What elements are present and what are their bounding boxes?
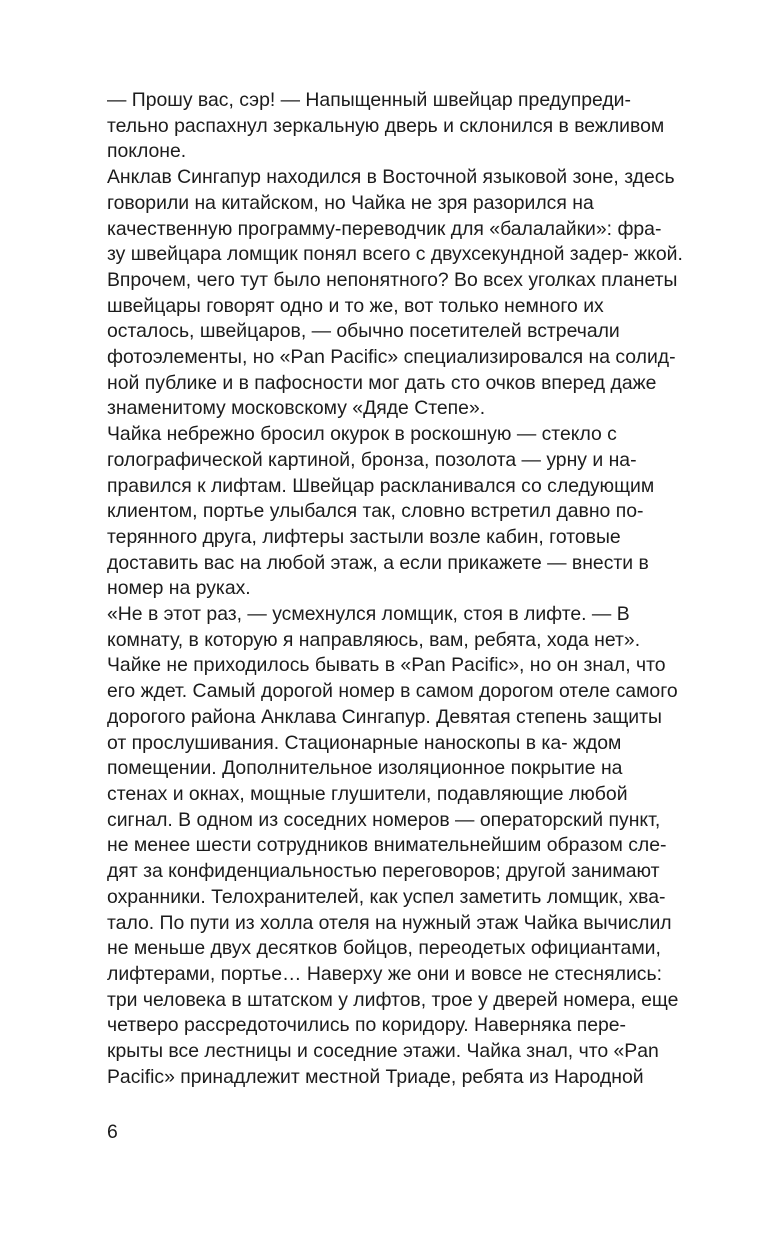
text-line: на стенах и окнах, мощные глушители, подавляющие любой xyxy=(107,757,628,805)
text-line: В комнату, в которую я направляюсь, вам, ребята, хода нет». xyxy=(107,603,641,651)
text-line: здесь говорили на китайском, но Чайка не зря разорился на xyxy=(107,166,675,214)
text-line: охранники. Телохранителей, как успел заметить ломщик, хва- xyxy=(107,885,666,908)
text-line: еще четверо рассредоточились по коридору. Наверняка пере- xyxy=(107,988,679,1037)
text-line: жкой. Впрочем, чего тут было непонятного? Во всех уголках xyxy=(107,243,683,291)
text-line: лифтерами, портье… Наверху же они и вовсе не стеснялись: xyxy=(107,962,662,985)
text-line: дят за конфиденциальностью переговоров; другой занимают xyxy=(107,860,660,883)
text-line: правился к лифтам. Швейцар раскланивался со следующим xyxy=(107,474,655,497)
text-line: доставить вас на любой этаж, а если прикажете — внести xyxy=(107,551,634,574)
text-line: ной публике и в пафосности мог дать сто очков вперед даже xyxy=(107,371,657,394)
body-text xyxy=(107,88,685,1090)
text-line: зу швейцара ломщик понял всего с двухсекундной задер- xyxy=(107,243,629,266)
text-line: качественную программу-переводчик для «балалайки»: фра- xyxy=(107,217,662,240)
text-line: Pacific» принадлежит местной Триаде, ребята из Народной xyxy=(107,1065,644,1088)
text-line: — Прошу вас, сэр! — Напыщенный швейцар предупреди- xyxy=(107,89,631,111)
text-line: Чайка небрежно бросил окурок в роскошную — стекло xyxy=(107,423,602,446)
text-line: знаменитому московскому «Дяде Степе». xyxy=(107,397,486,420)
text-line: Анклав Сингапур находился в Восточной языковой зоне, xyxy=(107,166,619,189)
paragraph xyxy=(107,602,685,653)
text-line: Чайке не приходилось бывать в «Pan Pacific», но он знал, xyxy=(107,654,631,677)
text-line: их осталось, швейцаров, — обычно посетителей встречали xyxy=(107,294,620,343)
text-line: тало. По пути из холла отеля на нужный этаж Чайка вычислил xyxy=(107,911,672,934)
paragraph xyxy=(107,165,685,422)
text-line: клиентом, портье улыбался так, словно встретил давно по- xyxy=(107,500,644,523)
page-number: 6 xyxy=(107,1121,118,1143)
text-line: планеты швейцары говорят одно и то же, вот только немного xyxy=(107,268,678,317)
text-line: сигнал. В одном из соседних номеров — операторский пункт, xyxy=(107,808,661,831)
text-line: с голографической картиной, бронза, позолота — урну и на- xyxy=(107,423,637,471)
text-line: что его ждет. Самый дорогой номер в самом дорогом отеле xyxy=(107,654,666,703)
text-line: защиты от прослушивания. Стационарные наноскопы в ка- xyxy=(107,705,662,754)
paragraph xyxy=(107,422,685,602)
paragraph xyxy=(107,653,685,1090)
text-line: «Не в этот раз, — усмехнулся ломщик, стоя в лифте. — xyxy=(107,603,612,626)
text-line: в номер на руках. xyxy=(107,551,649,600)
text-line: самого дорогого района Анклава Сингапур. Девятая степень xyxy=(107,680,678,728)
text-line: поклоне. xyxy=(107,140,187,163)
paragraph xyxy=(107,88,685,165)
text-line: три человека в штатском у лифтов, трое у дверей номера, xyxy=(107,988,636,1011)
text-line: крыты все лестницы и соседние этажи. Чайка знал, что «Pan xyxy=(107,1040,659,1063)
text-line: терянного друга, лифтеры застыли возле кабин, готовые xyxy=(107,525,621,548)
text-line: ждом помещении. Дополнительное изоляционное покрытие xyxy=(107,731,622,780)
text-line: не менее шести сотрудников внимательнейшим образом сле- xyxy=(107,834,667,857)
text-line: тельно распахнул зеркальную дверь и склонился в вежливом xyxy=(107,114,665,137)
text-line: не меньше двух десятков бойцов, переодетых официантами, xyxy=(107,937,661,960)
text-line: фотоэлементы, но «Pan Pacific» специализировался на солид- xyxy=(107,346,676,369)
